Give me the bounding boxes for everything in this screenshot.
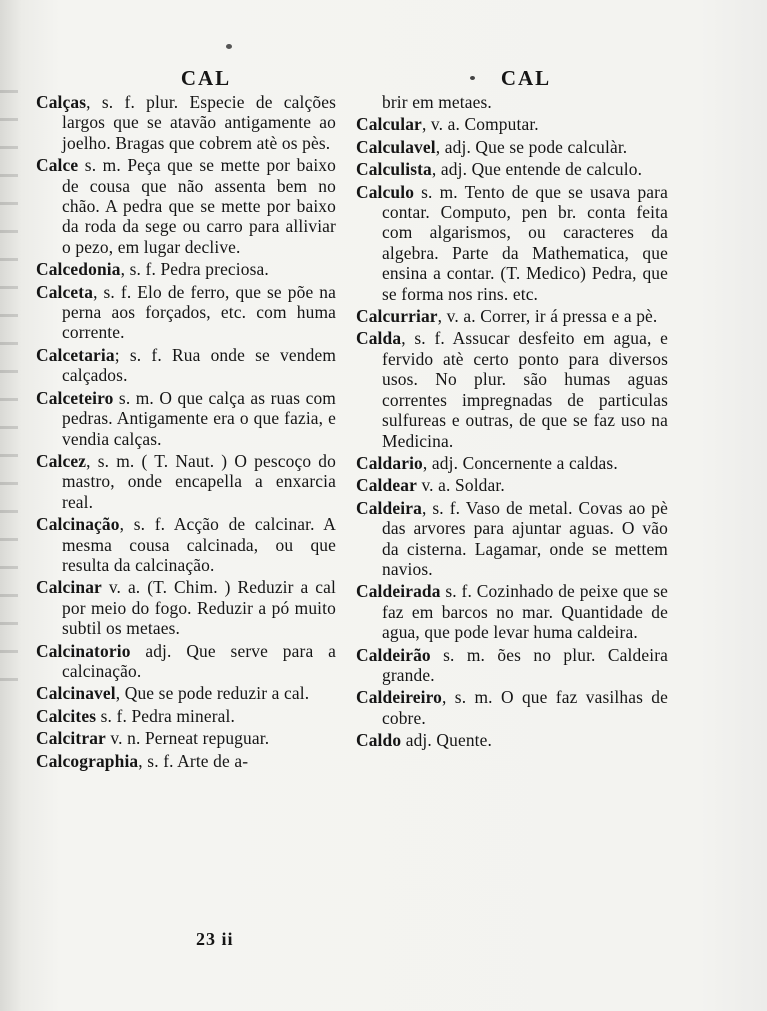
entry-definition: s. f. Pedra mineral.	[96, 705, 235, 726]
dictionary-entry	[36, 728, 336, 748]
entry-headword: Calcinavel	[36, 683, 116, 704]
entry-headword: Caldeirão	[356, 644, 431, 665]
dictionary-entry	[36, 345, 336, 386]
entry-definition: s. m. O que calça as ruas com pedras. Antigamente era o que fazia, e vendia calças.	[62, 387, 336, 449]
dictionary-entry	[356, 328, 668, 450]
entry-headword: Calcular	[356, 114, 422, 135]
entry-headword: Calças	[36, 92, 87, 112]
entry-definition: ; s. f. Rua onde se vendem calçados.	[62, 344, 336, 386]
dictionary-entry	[356, 182, 668, 304]
dictionary-entry	[356, 114, 668, 134]
entry-headword: Calcedonia	[36, 259, 121, 280]
entry-definition: , s. f. Elo de ferro, que se põe na perna aos forçados, etc. com huma corrente.	[62, 281, 336, 343]
entry-headword: Caldo	[356, 730, 402, 751]
entry-definition: s. f. Cozinhado de peixe que se faz em barcos no mar. Quantidade de agua, que pode levar huma caldeira.	[382, 581, 668, 643]
dictionary-entry	[356, 475, 668, 495]
entry-headword: Calculavel	[356, 136, 436, 157]
entry-headword: Calcinar	[36, 577, 102, 598]
entry-definition: , adj. Que se pode calculàr.	[435, 136, 628, 157]
entry-definition: , s. m. O que faz vasilhas de cobre.	[382, 687, 668, 728]
entry-headword: Calcurriar	[356, 306, 438, 327]
entry-headword: Calcitrar	[36, 728, 106, 749]
entry-definition: , adj. Que entende de calculo.	[431, 159, 643, 180]
entry-headword: Calcinação	[36, 514, 120, 535]
dictionary-entry	[356, 687, 668, 728]
left-running-head: CAL	[180, 66, 232, 90]
entry-definition: , v. a. Correr, ir á pressa e a pè.	[437, 306, 658, 327]
dictionary-entry	[356, 645, 668, 686]
entry-definition: , s. f. Acção de calcinar. A mesma cousa calcinada, ou que resulta da calcinação.	[62, 514, 336, 575]
dictionary-entry	[36, 92, 336, 153]
entry-headword: Caldeireiro	[356, 687, 443, 708]
binding-gutter	[0, 90, 18, 690]
right-running-head: CAL	[500, 66, 552, 90]
ink-speck	[226, 44, 232, 49]
dictionary-entry	[36, 282, 336, 343]
entry-definition: v. a. Soldar.	[416, 475, 505, 496]
entry-definition: , s. m. ( T. Naut. ) O pescoço do mastro, onde encapella a enxarcia real.	[62, 450, 336, 512]
entry-definition: , s. f. plur. Especie de calções largos que se atavão antigamente ao joelho. Bragas que cobrem atè os pès.	[62, 92, 336, 153]
dictionary-entry	[36, 259, 336, 279]
right-column	[356, 66, 668, 753]
entry-definition: s. m. ões no plur. Caldeira grande.	[382, 644, 668, 685]
dictionary-entry	[36, 577, 336, 638]
entry-definition: , Que se pode reduzir a cal.	[115, 683, 310, 704]
entry-definition: adj. Que serve para a calcinação.	[62, 640, 336, 681]
entry-headword: Calculo	[356, 181, 415, 202]
entry-headword: Calce	[36, 155, 79, 176]
entry-headword: Caldear	[356, 475, 417, 496]
dictionary-entry	[36, 683, 336, 703]
dictionary-entry	[356, 453, 668, 473]
entry-definition: , v. a. Computar.	[421, 114, 539, 135]
dictionary-entry	[356, 137, 668, 157]
dictionary-entry	[36, 388, 336, 449]
entry-headword: Calculista	[356, 159, 432, 180]
dictionary-entry	[356, 306, 668, 326]
entry-definition: , adj. Concernente a caldas.	[422, 452, 618, 473]
dictionary-entry	[36, 155, 336, 257]
dictionary-entry	[36, 706, 336, 726]
dictionary-entry	[36, 641, 336, 682]
entry-definition: , s. f. Assucar desfeito em agua, e fervido atè certo ponto para diversos usos. No plur. são humas aguas correntes impregnadas de particulas sulfureas e outras, de que se faz uso na Medicina.	[382, 328, 668, 451]
entry-headword: Calda	[356, 328, 402, 349]
entry-headword: Calceta	[36, 281, 94, 302]
entry-headword: Caldario	[356, 452, 423, 473]
entry-definition: , s. f. Pedra preciosa.	[120, 259, 269, 280]
entry-headword: Calcinatorio	[36, 640, 131, 661]
entry-definition: s. m. Tento de que se usava para contar. Computo, pen br. conta feita com algarismos, ou caracteres da algebra. Parte da Mathematica, que ensina a contar. (T. Medico) Pedra, que se forma nos rins. etc.	[382, 181, 668, 304]
left-entries	[36, 92, 336, 771]
entry-headword: Calcites	[36, 705, 97, 726]
entry-definition: v. n. Perneat repuguar.	[105, 728, 270, 749]
entry-definition: v. a. (T. Chim. ) Reduzir a cal por meio do fogo. Reduzir a pó muito subtil os metaes.	[62, 577, 336, 639]
dictionary-entry	[356, 730, 668, 750]
entry-headword: Calcez	[36, 450, 87, 471]
continuation-line: brir em metaes.	[382, 92, 492, 112]
dictionary-entry	[356, 498, 668, 580]
entry-definition: , s. f. Arte de a-	[138, 750, 249, 771]
dictionary-entry	[36, 514, 336, 575]
entry-headword: Calceteiro	[36, 387, 114, 408]
entry-headword: Caldeira	[356, 497, 422, 518]
entry-definition: s. m. Peça que se mette por baixo de cousa que não assenta bem no chão. A pedra que se mette por baixo da roda da sege ou carro para alliviar o pezo, em lugar declive.	[62, 155, 336, 257]
entry-headword: Caldeirada	[356, 581, 441, 602]
left-column	[36, 66, 336, 773]
entry-definition: adj. Quente.	[401, 730, 493, 751]
entry-headword: Calcographia	[36, 750, 139, 771]
right-entries	[356, 114, 668, 750]
dictionary-entry	[356, 581, 668, 642]
page-signature: 23 ii	[196, 929, 234, 949]
dictionary-entry	[36, 751, 336, 771]
dictionary-entry	[36, 451, 336, 512]
dictionary-entry	[356, 159, 668, 179]
entry-headword: Calcetaria	[36, 344, 115, 365]
entry-definition: , s. f. Vaso de metal. Covas ao pè das arvores para ajuntar aguas. O vão da cisterna. Lagamar, onde se mettem navios.	[382, 497, 668, 579]
